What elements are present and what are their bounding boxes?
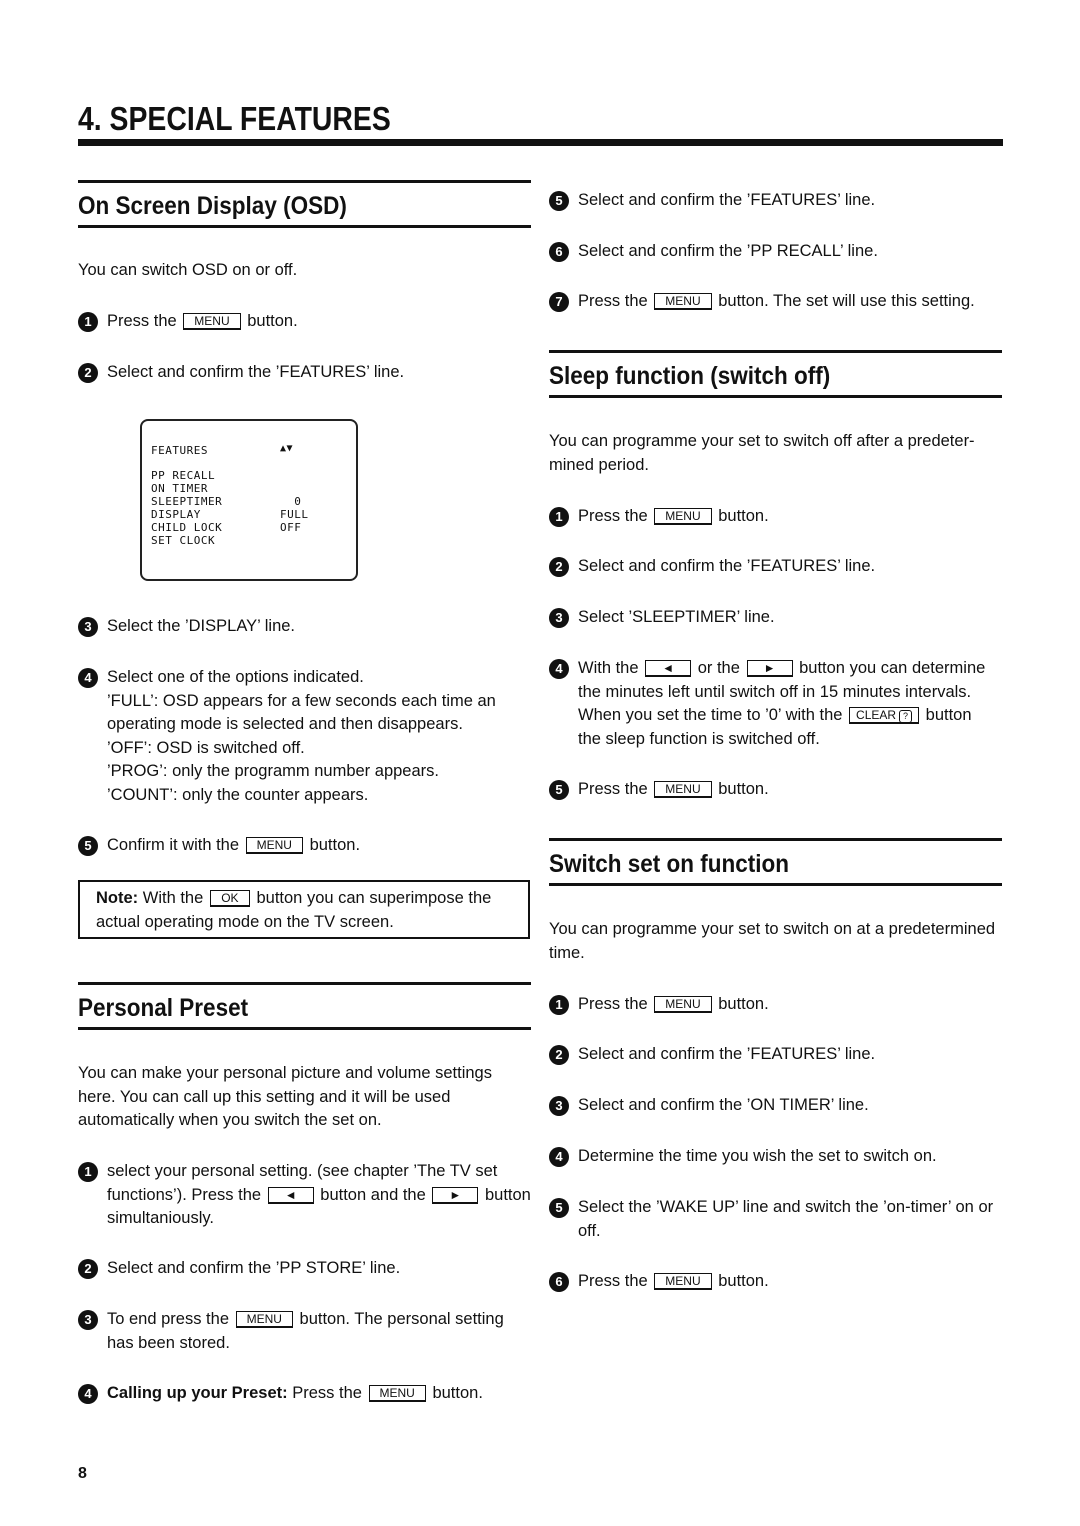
step-number: 1 [78, 312, 98, 332]
menu-key-icon: MENU [183, 313, 240, 330]
recall-step-5: 5 Select and confirm the ’FEATURES’ line. [549, 189, 875, 213]
recall-step-7: 7 Press the MENU button. The set will use this setting. [549, 290, 975, 314]
features-menu-screen [140, 419, 358, 581]
right-arrow-key-icon: ► [747, 660, 793, 677]
step-number: 4 [78, 1384, 98, 1404]
menu-key-icon: MENU [654, 508, 711, 525]
menu-key-icon: MENU [654, 293, 711, 310]
step-number: 3 [78, 1310, 98, 1330]
osd-step-2: 2 Select and confirm the ’FEATURES’ line. [78, 361, 404, 385]
sleep-step-5: 5 Press the MENU button. [549, 778, 769, 802]
menu-item: SLEEPTIMER [151, 495, 223, 508]
menu-key-icon: MENU [246, 837, 303, 854]
step-number: 2 [549, 1045, 569, 1065]
menu-key-icon: MENU [654, 781, 711, 798]
menu-item-value: FULL [280, 508, 309, 521]
switch-on-step-6: 6 Press the MENU button. [549, 1270, 769, 1294]
step-number: 4 [549, 659, 569, 679]
page-number: 8 [78, 1465, 87, 1482]
osd-intro: You can switch OSD on or off. [78, 261, 298, 279]
switch-on-step-5: 5 Select the ’WAKE UP’ line and switch the ’on-timer’ on or off. [549, 1196, 993, 1243]
sleep-step-1: 1 Press the MENU button. [549, 505, 769, 529]
menu-item: SET CLOCK [151, 534, 216, 547]
osd-step-1: 1 Press the MENU button. [78, 310, 298, 334]
up-down-arrows-icon: ▲▼ [280, 443, 294, 454]
step-number: 4 [549, 1147, 569, 1167]
preset-step-1: 1 select your personal setting. (see chapter ’The TV set functions’). Press the ◄ button and the ► button simultaniously. [78, 1160, 531, 1231]
chapter-rule [78, 139, 1003, 146]
ok-key-icon: OK [210, 890, 250, 907]
step-number: 2 [78, 1259, 98, 1279]
menu-key-icon: MENU [236, 1311, 293, 1328]
sleep-step-2: 2 Select and confirm the ’FEATURES’ line. [549, 555, 875, 579]
step-number: 6 [549, 1272, 569, 1292]
osd-step-5: 5 Confirm it with the MENU button. [78, 834, 360, 858]
switch-on-step-3: 3 Select and confirm the ’ON TIMER’ line. [549, 1094, 869, 1118]
section-title-preset: Personal Preset [78, 994, 249, 1022]
section-switch-on-header [549, 838, 1002, 886]
section-preset-header [78, 982, 531, 1030]
step-number: 3 [78, 617, 98, 637]
menu-title: FEATURES [151, 444, 208, 457]
step-number: 1 [78, 1162, 98, 1182]
menu-key-icon: MENU [654, 996, 711, 1013]
step-number: 2 [549, 557, 569, 577]
step-number: 4 [78, 668, 98, 688]
step-number: 5 [549, 1198, 569, 1218]
osd-step-4: 4 Select one of the options indicated. ’FULL’: OSD appears for a few seconds each time an operating mode is selected and then disappears. ’OFF’: OSD is switched off. ’PROG’: only the programm number appears. ’COUNT’: only the counter appears. [78, 666, 496, 807]
step-number: 5 [549, 780, 569, 800]
step-number: 5 [78, 836, 98, 856]
step-number: 3 [549, 608, 569, 628]
menu-item: PP RECALL [151, 469, 216, 482]
left-arrow-key-icon: ◄ [645, 660, 691, 677]
preset-intro: You can make your personal picture and volume settings here. You can call up this setting and it will be used automatically when you switch the set on. [78, 1064, 492, 1129]
section-osd-header [78, 180, 531, 228]
step-number: 2 [78, 363, 98, 383]
sleep-intro: You can programme your set to switch off after a predeter- mined period. [549, 432, 975, 474]
help-icon: ? [899, 710, 912, 723]
step-number: 6 [549, 242, 569, 262]
menu-item-value: OFF [280, 521, 302, 534]
step-number: 1 [549, 507, 569, 527]
switch-on-step-4: 4 Determine the time you wish the set to switch on. [549, 1145, 937, 1169]
note-box: Note: With the OK button you can superimpose the actual operating mode on the TV screen. [78, 880, 530, 939]
step-number: 3 [549, 1096, 569, 1116]
section-title-switch-on: Switch set on function [549, 850, 790, 878]
switch-on-step-1: 1 Press the MENU button. [549, 993, 769, 1017]
menu-key-icon: MENU [654, 1273, 711, 1290]
recall-step-6: 6 Select and confirm the ’PP RECALL’ line. [549, 240, 878, 264]
right-arrow-key-icon: ► [432, 1187, 478, 1204]
step-number: 1 [549, 995, 569, 1015]
menu-item: DISPLAY [151, 508, 201, 521]
step-number: 7 [549, 292, 569, 312]
section-title-sleep: Sleep function (switch off) [549, 362, 831, 390]
note-label: Note: [96, 889, 139, 907]
preset-step-4: 4 Calling up your Preset: Press the MENU button. [78, 1382, 483, 1406]
preset-step-2: 2 Select and confirm the ’PP STORE’ line. [78, 1257, 400, 1281]
step-number: 5 [549, 191, 569, 211]
menu-key-icon: MENU [369, 1385, 426, 1402]
sleep-step-3: 3 Select ’SLEEPTIMER’ line. [549, 606, 775, 630]
clear-key-icon: CLEAR ? [849, 707, 919, 724]
section-sleep-header [549, 350, 1002, 398]
left-arrow-key-icon: ◄ [268, 1187, 314, 1204]
sleep-step-4: 4 With the ◄ or the ► button you can determine the minutes left until switch off in 15 minutes intervals. When you set the time to ’0’ with the CLEAR ? button the sleep function is switched off. [549, 657, 985, 751]
switch-on-step-2: 2 Select and confirm the ’FEATURES’ line. [549, 1043, 875, 1067]
menu-item: ON TIMER [151, 482, 208, 495]
osd-step-3: 3 Select the ’DISPLAY’ line. [78, 615, 295, 639]
chapter-title: 4. SPECIAL FEATURES [78, 100, 391, 137]
menu-item-value: 0 [280, 495, 302, 508]
section-title-osd: On Screen Display (OSD) [78, 192, 347, 220]
preset-step-3: 3 To end press the MENU button. The personal setting has been stored. [78, 1308, 504, 1355]
switch-on-intro: You can programme your set to switch on at a predetermined time. [549, 920, 996, 962]
menu-item: CHILD LOCK [151, 521, 223, 534]
